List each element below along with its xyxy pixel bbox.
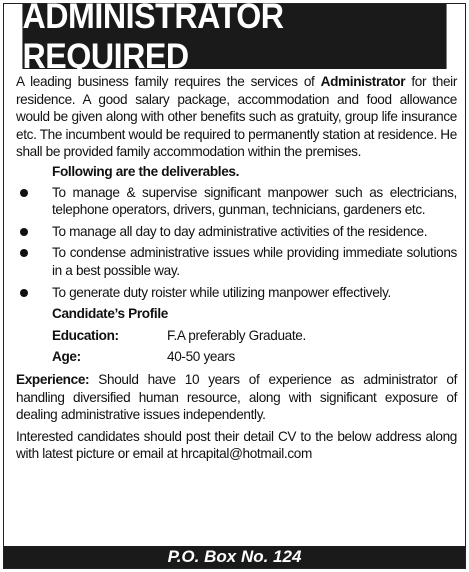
bullet-icon <box>20 289 28 297</box>
experience-label: Experience: <box>16 371 90 387</box>
list-item-text: To condense administrative issues while providing immediate solutions in a best possible way. <box>52 245 457 278</box>
education-row <box>16 327 457 345</box>
age-label: Age: <box>52 349 81 365</box>
age-row <box>16 348 457 366</box>
education-value: F.A preferably Graduate. <box>167 327 306 343</box>
list-item <box>16 184 457 219</box>
profile-heading: Candidate’s Profile <box>52 306 168 322</box>
education-label: Education: <box>52 327 119 343</box>
list-item-text: To generate duty roister while utilizing manpower effectively. <box>52 284 391 300</box>
list-item-text: To manage all day to day administrative activities of the residence. <box>52 223 428 239</box>
list-item <box>16 284 457 302</box>
deliverables-heading: Following are the deliverables. <box>52 163 240 179</box>
intro-before: A leading business family requires the services of <box>16 74 321 89</box>
ad-body <box>16 73 457 463</box>
age-value: 40-50 years <box>167 349 235 365</box>
experience-text: Should have 10 years of experience as administrator of handling diversified human resource, along with significant exposure of dealing administrative issues independently. <box>16 371 457 423</box>
intro-role: Administrator <box>320 74 406 89</box>
list-item <box>16 244 457 279</box>
ad-title: ADMINISTRATOR REQUIRED <box>22 4 446 69</box>
intro-after: for their residence. A good salary package, accommodation and food allowance would be given along with other benefits such as gratuity, group life insurance etc. The incumbent would be required to permanently station at residence. He shall be provided family accommodation within the premises. <box>16 74 457 160</box>
deliverables-list <box>16 184 457 302</box>
list-item <box>16 223 457 241</box>
intro-paragraph <box>16 73 457 161</box>
apply-paragraph: Interested candidates should post their detail CV to the below address along with latest picture or email at hrcapital@hotmail.com <box>16 428 457 462</box>
experience-paragraph <box>16 371 457 424</box>
bullet-icon <box>20 189 28 197</box>
po-box-footer: P.O. Box No. 124 <box>4 546 465 568</box>
list-item-text: To manage & supervise significant manpower such as electricians, telephone operators, drivers, gunman, technicians, gardeners etc. <box>52 184 457 218</box>
bullet-icon <box>20 228 28 236</box>
job-advertisement <box>3 0 466 569</box>
bullet-icon <box>20 249 28 257</box>
